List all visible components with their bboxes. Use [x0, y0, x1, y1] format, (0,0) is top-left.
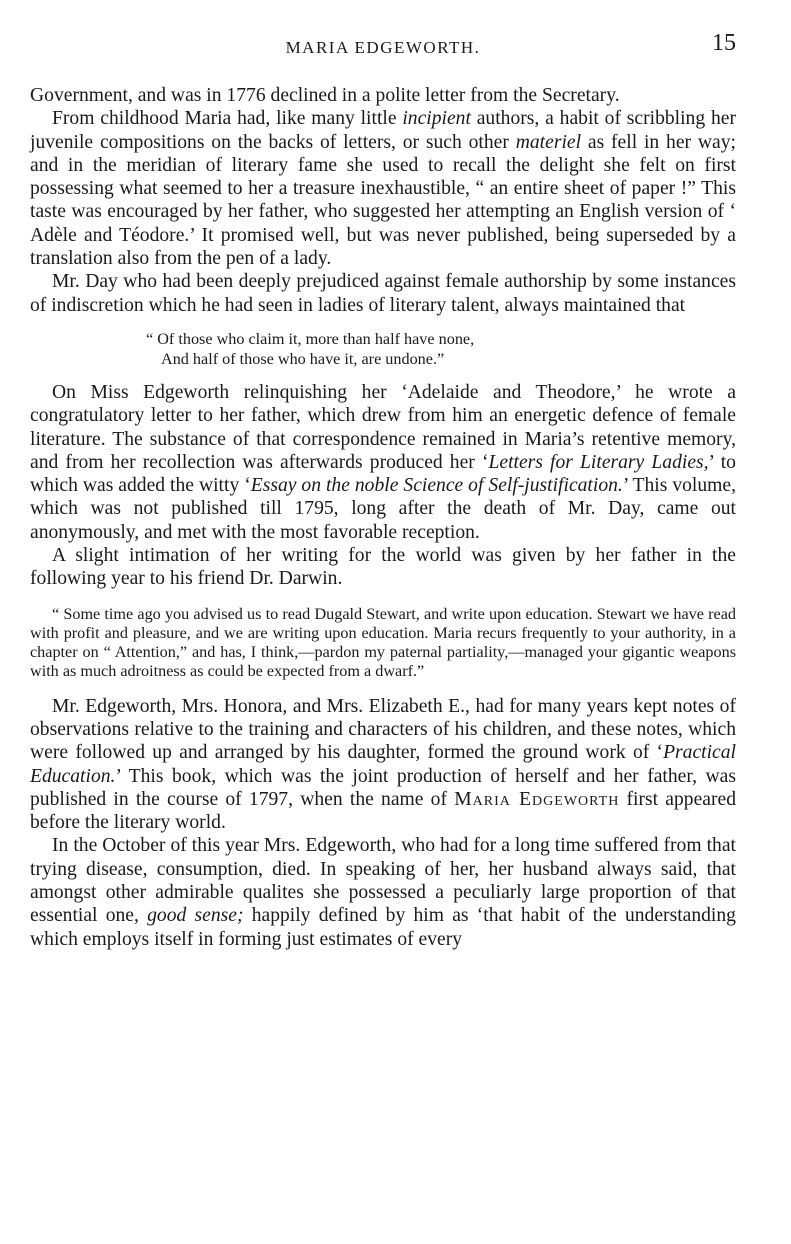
- paragraph-5: A slight intimation of her writing for the world was given by her father in the following year to his friend Dr. Darwin.: [30, 545, 736, 590]
- italic-run: Practical Education.: [30, 742, 736, 787]
- text-run: as fell in her way; and in the meridian of literary fame she used to recall the delight she felt on first possessing what seemed to her a treasure inexhaustible, “ an entire sheet of paper !” This taste was encouraged by her father, who suggested her attempting an English version of ‘ Adèle and Téodore.’ It promised well, but was never published, being superseded by a translation also from the pen of a lady.: [30, 131, 736, 270]
- paragraph-4: [30, 381, 736, 544]
- paragraph-3: Mr. Day who had been deeply prejudiced against female authorship by some instances of indiscretion which he had seen in ladies of literary talent, always maintained that: [30, 271, 736, 316]
- paragraph-7: [30, 834, 736, 950]
- paragraph-1: Government, and was in 1776 declined in a polite letter from the Secretary.: [30, 85, 620, 106]
- page-header: [30, 30, 736, 70]
- text-run: authors, a habit of scribbling her juvenile compositions on the backs of letters, or such other: [30, 108, 736, 153]
- verse-line-2: And half of those who have it, are undone.”: [161, 349, 445, 368]
- text-run: ’ This book, which was the joint production of herself and her father, was published in the course of 1797, when the name of: [30, 765, 736, 810]
- verse-quotation: [146, 329, 736, 369]
- text-run: On Miss Edgeworth relinquishing her ‘Adelaide and Theodore,’ he wrote a congratulatory letter to her father, which drew from him an energetic defence of female literature. The substance of that correspondence remained in Maria’s retentive memory, and from her recollection was afterwards produced her ‘: [30, 381, 736, 473]
- text-run: happily defined by him as ‘that habit of the understanding which employs itself in forming just estimates of every: [30, 905, 736, 950]
- text-run: From childhood Maria had, like many little: [52, 108, 403, 130]
- page-number: 15: [712, 30, 736, 56]
- italic-run: Letters for Literary Ladies,: [488, 451, 709, 473]
- text-run: In the October of this year Mrs. Edgeworth, who had for a long time suffered from that trying disease, consumption, died. In speaking of her, her husband always said, that amongst other admirable qualites she possessed a peculiarly large proportion of that essential one,: [30, 835, 736, 927]
- text-run: first appeared before the literary world.: [30, 788, 737, 834]
- running-title: MARIA EDGEWORTH.: [285, 38, 481, 57]
- small-caps-run: Maria Edgeworth: [454, 788, 620, 810]
- text-run: ’ This volume, which was not published till 1795, long after the death of Mr. Day, came out anonymously, and met with the most favorable reception.: [30, 475, 736, 543]
- italic-run: good sense;: [147, 905, 244, 927]
- paragraph-2: [30, 107, 736, 270]
- text-run: Mr. Edgeworth, Mrs. Honora, and Mrs. Elizabeth E., had for many years kept notes of observations relative to the training and characters of his children, and these notes, which were followed up and arranged by his daughter, formed the ground work of ‘: [30, 695, 736, 764]
- verse-line-1: “ Of those who claim it, more than half have none,: [146, 329, 475, 348]
- text-run: ’ to which was added the witty ‘: [30, 451, 736, 497]
- italic-run: Essay on the noble Science of Self-justification.: [250, 475, 623, 497]
- italic-run: incipient: [402, 108, 471, 130]
- letter-quotation: “ Some time ago you advised us to read Dugald Stewart, and write upon education. Stewart we have read with profit and pleasure, and we are writing upon education. Maria recurs frequently to your authority, in a chapter on “ Attention,” and has, I think,—pardon my paternal partiality,—managed your gigantic weapons with as much adroitness as could be expected from a dwarf.”: [30, 604, 736, 680]
- italic-run: materiel: [515, 131, 582, 153]
- page-body: [30, 84, 736, 951]
- paragraph-6: [30, 695, 736, 835]
